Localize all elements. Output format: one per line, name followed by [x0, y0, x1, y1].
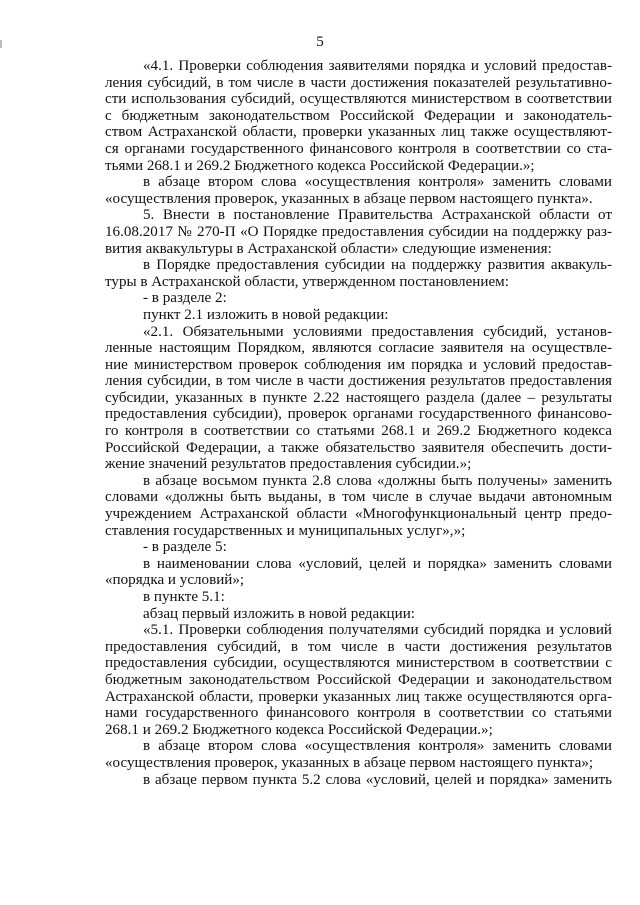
text-line: - в разделе 2: [143, 290, 227, 307]
text-line: предоставления субсидии), проверок органами государственного финансово- [105, 406, 612, 423]
text-line: «2.1. Обязательными условиями предоставления субсидий, установ- [143, 323, 612, 340]
text-line: абзац первый изложить в новой редакции: [143, 605, 415, 622]
text-line: ления субсидии, в том числе в части достижения результатов предоставления [105, 373, 612, 390]
text-line: ся органами государственного финансового контроля в соответствии со ста- [105, 140, 612, 157]
text-line: в Порядке предоставления субсидии на поддержку развития аквакуль- [143, 257, 612, 274]
text-line: «осуществления проверок, указанных в абзаце первом настоящего пункта». [105, 190, 593, 207]
text-line: 5. Внести в постановление Правительства Астраханской области от [143, 207, 612, 224]
document-body [105, 58, 612, 788]
text-line: в абзаце втором слова «осуществления контроля» заменить словами [143, 174, 612, 191]
text-line: туры в Астраханской области, утвержденном постановлением: [105, 273, 509, 290]
text-line: в абзаце втором слова «осуществления контроля» заменить словами [143, 738, 612, 755]
text-line: с бюджетным законодательством Российской Федерации и законодатель- [105, 107, 612, 124]
text-line: ние министерством проверок соблюдения им порядка и условий предостав- [105, 356, 612, 373]
text-line: предоставления субсидий, в том числе в части достижения результатов [105, 638, 612, 655]
text-line: вития аквакультуры в Астраханской области» следующие изменения: [105, 240, 552, 257]
text-line: «4.1. Проверки соблюдения заявителями порядка и условий предостав- [143, 58, 612, 74]
text-line: 268.1 и 269.2 Бюджетного кодекса Российской Федерации.»; [105, 721, 493, 738]
text-line: бюджетным законодательством Российской Федерации и законодательством [105, 671, 612, 688]
text-line: го контроля в соответствии со статьями 268.1 и 269.2 Бюджетного кодекса [105, 423, 612, 440]
text-line: ством Астраханской области, проверки указанных лиц также осуществляют- [105, 124, 612, 141]
text-line: ления субсидий, в том числе в части достижения показателей результативно- [105, 74, 612, 91]
text-line: в абзаце восьмом пункта 2.8 слова «должны быть получены» заменить [143, 472, 612, 489]
text-line: Астраханской области, проверки указанных лиц также осуществляются орга- [105, 688, 612, 705]
text-line: 16.08.2017 № 270-П «О Порядке предоставления субсидии на поддержку раз- [105, 223, 612, 240]
text-line: словами «должны быть выданы, в том числе в случае выдачи автономным [105, 489, 612, 506]
text-line: Российской Федерации, а также обязательство заявителя обеспечить дости- [105, 439, 612, 456]
text-line: тьями 268.1 и 269.2 Бюджетного кодекса Российской Федерации.»; [105, 157, 535, 174]
page-number: 5 [316, 34, 324, 50]
text-line: в наименовании слова «условий, целей и порядка» заменить словами [143, 555, 612, 572]
text-line: учреждением Астраханской области «Многофункциональный центр предо- [105, 506, 612, 523]
text-line: в пункте 5.1: [143, 589, 225, 605]
text-line: субсидии, указанных в пункте 2.22 настоящего раздела (далее – результаты [105, 389, 612, 406]
text-line: жение значений результатов предоставления субсидии.»; [105, 456, 472, 473]
text-line: ставления государственных и муниципальных услуг»,»; [105, 522, 466, 539]
text-line: «порядка и условий»; [105, 572, 245, 589]
text-line: в абзаце первом пункта 5.2 слова «условий, целей и порядка» заменить [143, 771, 612, 788]
text-line: сти использования субсидий, осуществляются министерством в соответствии [105, 91, 612, 108]
text-line: пункт 2.1 изложить в новой редакции: [143, 306, 389, 323]
text-line: нами государственного финансового контроля в соответствии со статьями [105, 705, 612, 722]
text-line: ленные настоящим Порядком, являются согласие заявителя на осуществле- [105, 340, 612, 357]
text-line: предоставления субсидии, осуществляются министерством в соответствии с [105, 655, 612, 672]
text-line: «5.1. Проверки соблюдения получателями субсидий порядка и условий [143, 622, 612, 639]
text-line: - в разделе 5: [143, 539, 227, 556]
text-line: «осуществления проверок, указанных в абзаце первом настоящего пункта»; [105, 754, 594, 771]
